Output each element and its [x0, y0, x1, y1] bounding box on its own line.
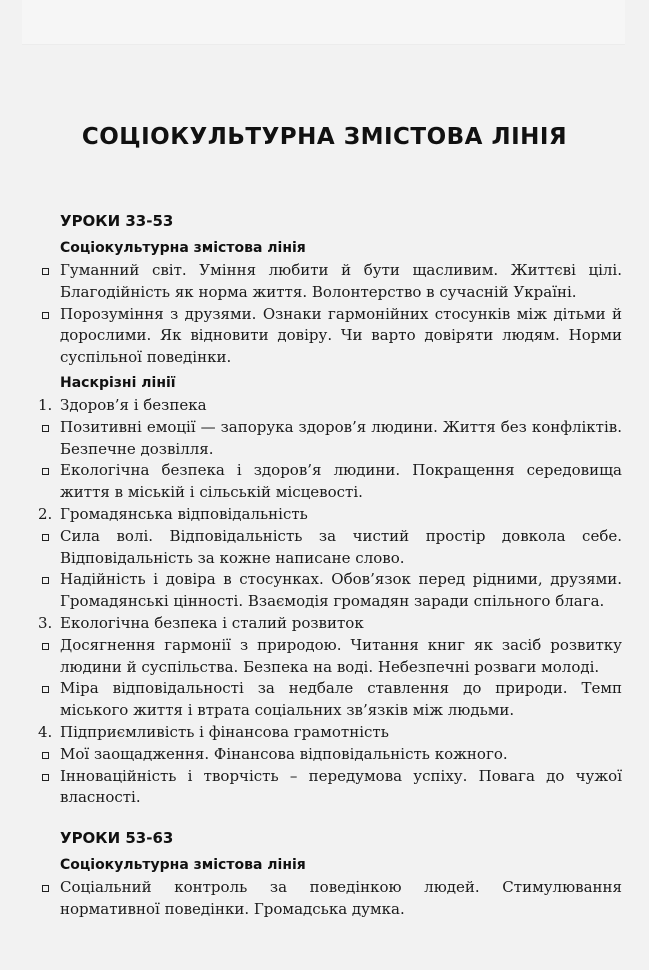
list-item — [38, 678, 622, 722]
numbered-item-title: Громадянська відповідальність — [60, 504, 308, 523]
list-item-text: Позитивні емоції — запорука здоров’я людини. Життя без конфліктів. Безпечне дозвілля. — [60, 417, 622, 458]
square-bullet-icon — [42, 312, 49, 319]
numbered-item-title: Здоров’я і безпека — [60, 395, 207, 414]
lessons-heading-33-53: УРОКИ 33-53 — [60, 212, 174, 230]
list-item-text: Міра відповідальності за недбале ставлення до природи. Темп міського життя і втрата соціальних зв’язків між людьми. — [60, 679, 622, 720]
list-item — [38, 526, 622, 570]
square-bullet-icon — [42, 686, 49, 693]
page-title: СОЦІОКУЛЬТУРНА ЗМІСТОВА ЛІНІЯ — [81, 124, 568, 150]
item-number: 2. — [38, 504, 53, 523]
list-item-text: Мої заощадження. Фінансова відповідальність кожного. — [60, 744, 508, 763]
numbered-item — [38, 722, 622, 744]
list-item — [38, 569, 622, 613]
square-bullet-icon — [42, 468, 49, 475]
list-item-text: Досягнення гармонії з природою. Читання книг як засіб розвитку людини й суспільства. Безпека на воді. Небезпечні розваги молоді. — [60, 635, 622, 676]
item-number: 3. — [38, 613, 53, 632]
list-item-text: Порозуміння з друзями. Ознаки гармонійних стосунків між дітьми й дорослими. Як відновити довіру. Чи варто довіряти людям. Норми суспільної поведінки. — [60, 304, 622, 367]
numbered-item-title: Підприємливість і фінансова грамотність — [60, 722, 389, 741]
square-bullet-icon — [42, 885, 49, 892]
item-number: 1. — [38, 395, 53, 414]
list-item — [38, 877, 622, 921]
lessons-heading-53-63: УРОКИ 53-63 — [60, 829, 174, 848]
list-item — [38, 304, 622, 369]
numbered-item — [38, 395, 622, 417]
list-item — [38, 417, 622, 461]
square-bullet-icon — [42, 774, 49, 781]
list-item — [38, 460, 622, 504]
list-item-text: Гуманний світ. Уміння любити й бути щасливим. Життєві цілі. Благодійність як норма життя. Волонтерство в сучасній Україні. — [60, 261, 622, 301]
sociocultural-subheading: Соціокультурна змістова лінія — [60, 857, 306, 874]
square-bullet-icon — [42, 752, 49, 759]
crosscut-lines-heading: Наскрізні лінії — [60, 374, 176, 391]
square-bullet-icon — [42, 425, 49, 432]
numbered-item — [38, 613, 622, 635]
list-item — [38, 635, 622, 679]
list-item — [38, 260, 622, 304]
list-item-text: Екологічна безпека і здоров’я людини. Покращення середовища життя в міській і сільській місцевості. — [60, 461, 622, 502]
list-item-text: Соціальний контроль за поведінкою людей. Стимулювання нормативної поведінки. Громадська думка. — [60, 878, 622, 918]
square-bullet-icon — [42, 643, 49, 650]
list-item-text: Інноваційність і творчість – передумова успіху. Повага до чужої власності. — [60, 766, 622, 807]
list-item-text: Надійність і довіра в стосунках. Обов’язок перед рідними, друзями. Громадянські цінності. Взаємодія громадян заради спільного блага. — [60, 570, 622, 611]
item-number: 4. — [38, 722, 53, 741]
document-page — [0, 44, 649, 970]
numbered-item — [38, 504, 622, 526]
list-item-text: Сила волі. Відповідальність за чистий простір довкола себе. Відповідальність за кожне написане слово. — [60, 526, 622, 567]
square-bullet-icon — [42, 268, 49, 275]
sociocultural-subheading: Соціокультурна змістова лінія — [60, 240, 306, 256]
list-item — [38, 744, 622, 766]
square-bullet-icon — [42, 577, 49, 584]
list-item — [38, 766, 622, 810]
document-content — [38, 212, 622, 921]
top-bar — [22, 0, 625, 45]
square-bullet-icon — [42, 534, 49, 541]
numbered-item-title: Екологічна безпека і сталий розвиток — [60, 613, 364, 632]
